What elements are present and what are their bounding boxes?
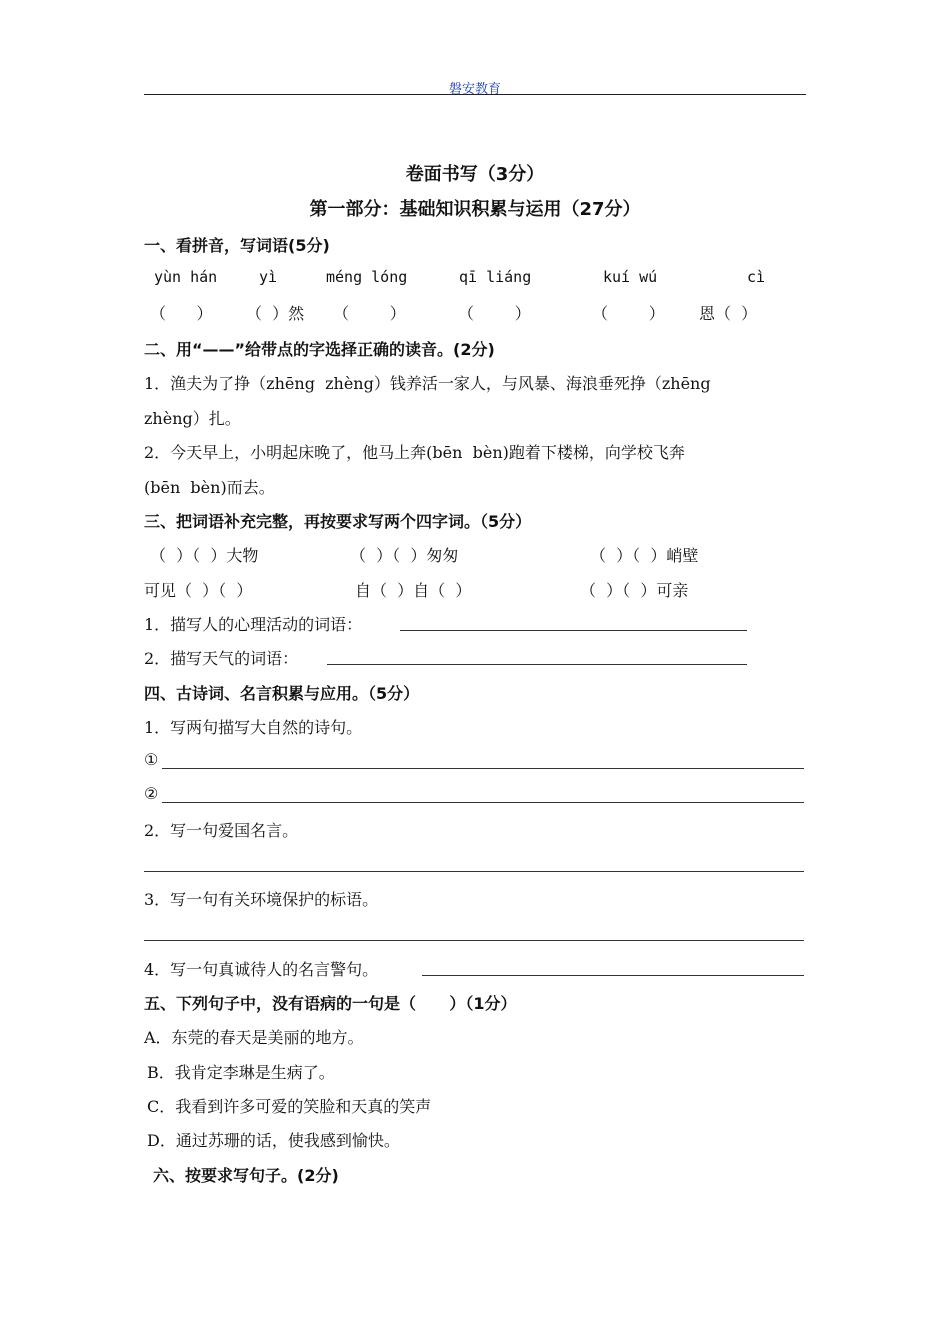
question-4-1: 1．写两句描写大自然的诗句。 [144, 718, 363, 737]
pinyin-1: yùn hán [154, 268, 218, 286]
section1-heading: 一、看拼音，写词语(5分) [144, 236, 330, 255]
question-2-1-line2: zhèng）扎。 [144, 409, 241, 428]
question-2-1-line1: 1．渔夫为了挣（zhēng zhèng）钱养活一家人，与风暴、海浪垂死挣（zhēng [144, 374, 711, 393]
circled-number-2: ② [144, 784, 159, 803]
part1-title: 第一部分：基础知识积累与运用（27分） [309, 199, 641, 220]
idiom-blank-6[interactable]: （ ）（ ）可亲 [580, 581, 689, 600]
answer-line-4-2[interactable] [144, 871, 804, 872]
section6-heading: 六、按要求写句子。(2分) [153, 1166, 339, 1185]
idiom-blank-1[interactable]: （ ）（ ）大物 [150, 546, 259, 565]
answer-line-4-1b[interactable] [162, 802, 804, 803]
question-4-3: 3．写一句有关环境保护的标语。 [144, 890, 379, 909]
idiom-blank-5[interactable]: 自（ ）自（ ） [355, 581, 472, 600]
handwriting-title: 卷面书写（3分） [405, 164, 545, 185]
answer-blank-5[interactable]: （ ） [592, 304, 665, 323]
header-brand-link[interactable]: 磐安教育 [448, 82, 501, 97]
option-a[interactable]: A．东莞的春天是美丽的地方。 [144, 1028, 364, 1047]
question-2-2-line2: (bēn bèn)而去。 [144, 478, 275, 497]
section2-heading: 二、用“——”给带点的字选择正确的读音。(2分) [144, 340, 495, 359]
section5-heading: 五、下列句子中，没有语病的一句是（ ）（1分） [144, 994, 517, 1013]
header-rule [144, 94, 806, 95]
idiom-blank-2[interactable]: （ ）（ ）匆匆 [350, 546, 459, 565]
idiom-blank-3[interactable]: （ ）（ ）峭壁 [590, 546, 699, 565]
pinyin-6: cì [747, 268, 766, 286]
question-4-2: 2．写一句爱国名言。 [144, 821, 299, 840]
question-3-1: 1．描写人的心理活动的词语： [144, 615, 363, 634]
question-4-4: 4．写一句真诚待人的名言警句。 [144, 960, 379, 979]
answer-line-4-1a[interactable] [162, 768, 804, 769]
pinyin-2: yì [259, 268, 278, 286]
answer-blank-3[interactable]: （ ） [333, 304, 406, 323]
circled-number-1: ① [144, 750, 159, 769]
idiom-blank-4[interactable]: 可见（ ）（ ） [144, 581, 253, 600]
answer-blank-6[interactable]: 恩（ ） [699, 304, 758, 323]
answer-blank-2[interactable]: （ ）然 [246, 304, 305, 323]
section3-heading: 三、把词语补充完整，再按要求写两个四字词。（5分） [144, 512, 532, 531]
pinyin-5: kuí wú [603, 268, 658, 286]
option-b[interactable]: B．我肯定李琳是生病了。 [147, 1063, 335, 1082]
pinyin-3: méng lóng [326, 268, 408, 286]
answer-line-4-4[interactable] [422, 975, 804, 976]
answer-line-4-3[interactable] [144, 940, 804, 941]
section4-heading: 四、古诗词、名言积累与应用。（5分） [144, 684, 420, 703]
answer-line-3-2[interactable] [327, 664, 747, 665]
answer-blank-4[interactable]: （ ） [458, 304, 531, 323]
answer-blank-1[interactable]: （ ） [150, 304, 213, 323]
option-c[interactable]: C．我看到许多可爱的笑脸和天真的笑声 [147, 1097, 432, 1116]
question-2-2-line1: 2．今天早上，小明起床晚了，他马上奔(bēn bèn)跑着下楼梯，向学校飞奔 [144, 443, 685, 462]
answer-line-3-1[interactable] [400, 630, 747, 631]
option-d[interactable]: D．通过苏珊的话，使我感到愉快。 [147, 1131, 400, 1150]
question-3-2: 2．描写天气的词语： [144, 649, 299, 668]
pinyin-4: qī liáng [459, 268, 532, 286]
